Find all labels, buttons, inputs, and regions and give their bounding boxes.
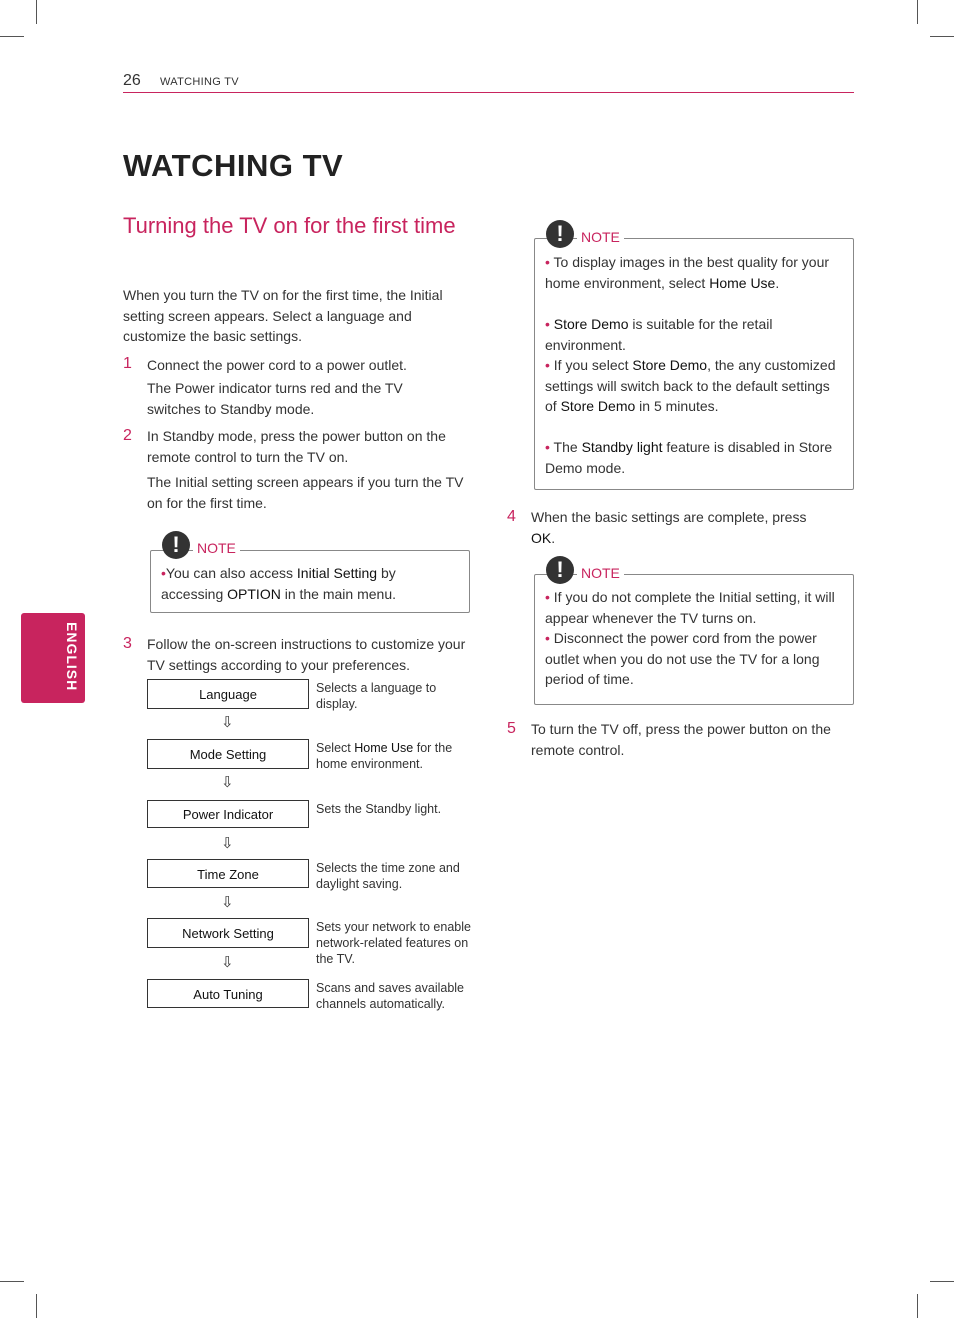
intro-paragraph: When you turn the TV on for the first time, the Initial setting screen appears. Select a language and customize the basic settings. [123,287,443,344]
step-number: 5 [507,720,516,737]
flow-desc: Select Home Use for the home environment. [316,741,453,771]
crop-mark [930,36,954,37]
running-title: WATCHING TV [160,76,239,88]
down-arrow-icon: ⇩ [221,894,234,911]
step-number: 2 [123,427,132,444]
flow-box-network-setting: Network Setting [147,918,309,948]
flow-box-auto-tuning: Auto Tuning [147,979,309,1008]
step-text: To turn the TV off, press the power button on the remote control. [531,721,831,758]
step-text: Connect the power cord to a power outlet. [147,357,407,373]
flow-desc: Sets the Standby light. [316,802,442,816]
crop-mark [0,36,24,37]
exclamation-icon: ! [546,220,574,248]
bullet: • [545,630,550,646]
crop-mark [930,1281,954,1282]
note-label: NOTE [577,565,624,581]
bullet: • [545,439,550,455]
down-arrow-icon: ⇩ [221,954,234,971]
note-item: • Store Demo is suitable for the retail environment. [545,316,773,353]
note-item: • To display images in the best quality for your home environment, select Home Use. [545,254,830,291]
crop-mark [0,1281,24,1282]
down-arrow-icon: ⇩ [221,835,234,852]
note-label: NOTE [193,540,240,556]
note-item: •You can also access Initial Setting by accessing OPTION in the main menu. [161,565,396,602]
bullet: • [545,316,550,332]
crop-mark [917,1294,918,1318]
bullet: • [545,357,550,373]
page-number: 26 [123,72,141,89]
bullet: • [161,565,166,581]
bullet: • [545,254,550,270]
flow-desc: Selects a language to display. [316,681,437,711]
flow-box-power-indicator: Power Indicator [147,800,309,828]
flow-desc: Sets your network to enable network-related features on the TV. [316,920,471,966]
step-text: In Standby mode, press the power button on the remote control to turn the TV on. [147,428,446,465]
down-arrow-icon: ⇩ [221,774,234,791]
step-subtext: The Power indicator turns red and the TV switches to Standby mode. [147,380,403,417]
note-label: NOTE [577,229,624,245]
note-item: • Disconnect the power cord from the power outlet when you do not use the TV for a long period of time. [545,630,820,687]
crop-mark [917,0,918,24]
note-item: • The Standby light feature is disabled in Store Demo mode. [545,439,833,476]
exclamation-icon: ! [162,531,190,559]
flow-box-mode-setting: Mode Setting [147,739,309,769]
flow-desc: Scans and saves available channels automatically. [316,981,465,1011]
note-item: • If you do not complete the Initial setting, it will appear whenever the TV turns on. [545,589,835,626]
side-tab-label: ENGLISH [64,622,80,692]
note-item: • If you select Store Demo, the any customized settings will switch back to the default settings of Store Demo in 5 minutes. [545,357,836,414]
flow-desc: Selects the time zone and daylight saving. [316,861,460,891]
step-text: When the basic settings are complete, press OK. [531,509,807,546]
header-rule [123,92,854,93]
flow-box-language: Language [147,679,309,709]
down-arrow-icon: ⇩ [221,714,234,731]
page-title: WATCHING TV [123,148,344,183]
flow-box-time-zone: Time Zone [147,859,309,888]
step-subtext: The Initial setting screen appears if you turn the TV on for the first time. [147,474,464,511]
crop-mark [36,1294,37,1318]
step-text: Follow the on-screen instructions to customize your TV settings according to your preferences. [147,636,466,673]
exclamation-icon: ! [546,556,574,584]
step-number: 1 [123,355,132,372]
section-title: Turning the TV on for the first time [123,213,456,238]
step-number: 3 [123,635,132,652]
crop-mark [36,0,37,24]
step-number: 4 [507,508,516,525]
bullet: • [545,589,550,605]
